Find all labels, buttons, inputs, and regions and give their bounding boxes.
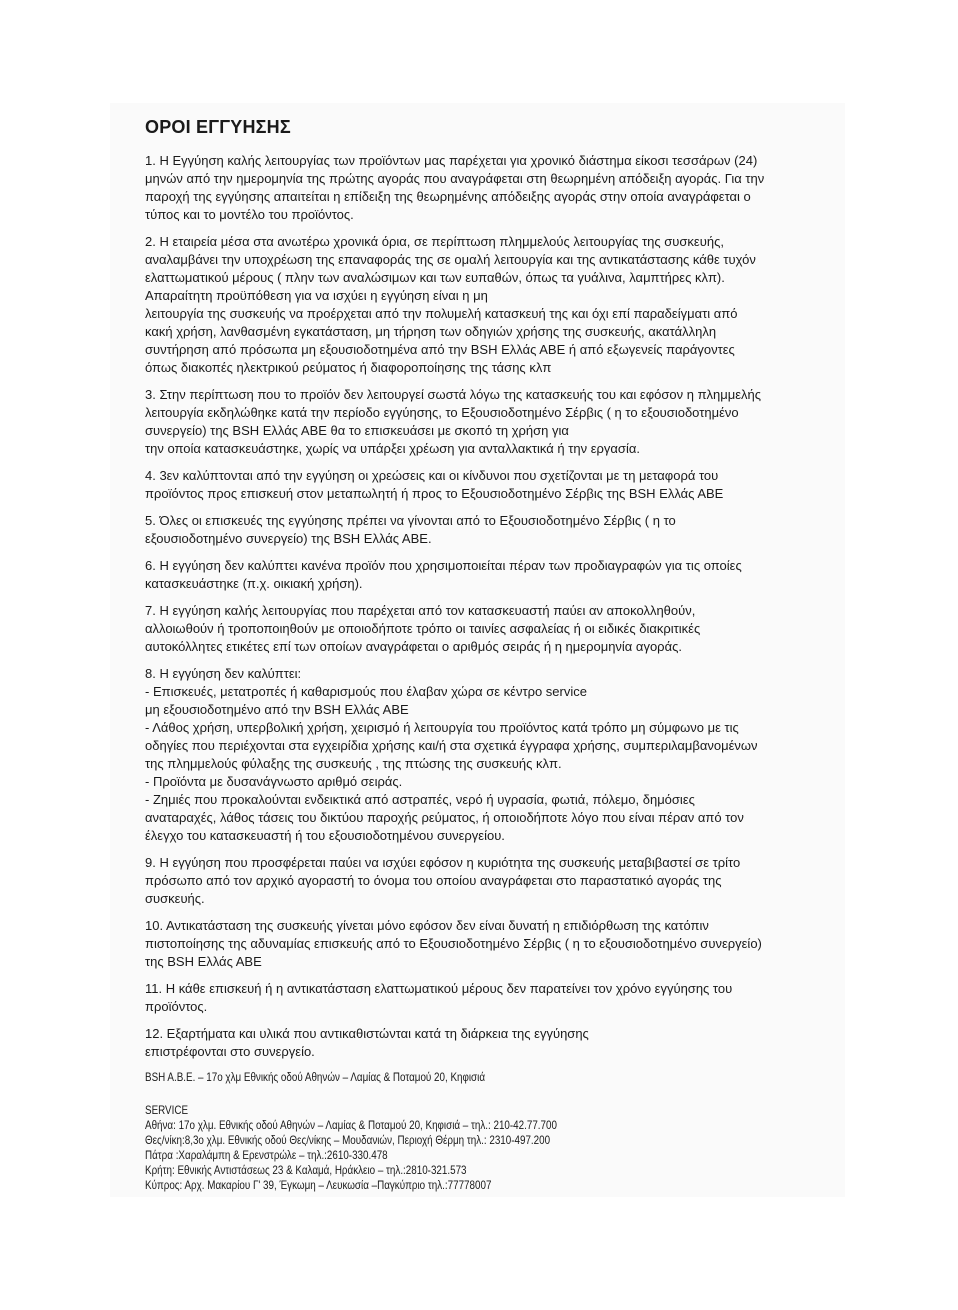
text-line: όπως διακοπές ηλεκτρικού ρεύματος ή διαφοροποίησης της τάσης κλπ: [145, 360, 552, 375]
paragraph: [145, 980, 827, 1016]
paragraph: [145, 233, 827, 377]
page-title: ΟΡΟΙ ΕΓΓΥΗΣΗΣ: [145, 117, 291, 137]
text-line: μηνών από την ημερομηνία της πρώτης αγοράς που αναγράφεται στη θεωρημένη απόδειξη αγοράς. Για την: [145, 171, 765, 186]
text-line: αναλαμβάνει την υποχρέωση της επαναφοράς της σε ομαλή λειτουργία και της αντικατάστασης κάθε τυχόν: [145, 252, 756, 267]
paragraphs-container: [145, 152, 827, 1061]
text-line: 12. Εξαρτήματα και υλικά που αντικαθιστώνται κατά τη διάρκεια της εγγύησης: [145, 1026, 589, 1041]
text-line: πρόσωπο από τον αρχικό αγοραστή το όνομα του οποίου αναγράφεται στο παραστατικό αγοράς της: [145, 873, 722, 888]
company-address-line: BSH A.B.E. – 17ο χλμ Εθνικής οδού Αθηνών – Λαμίας & Ποταμού 20, Κηφισιά: [145, 1070, 486, 1084]
warranty-terms-page: [110, 103, 845, 1197]
text-line: της BSH Ελλάς ΑΒΕ: [145, 954, 262, 969]
text-line: 9. Η εγγύηση που προσφέρεται παύει να ισχύει εφόσον η κυριότητα της συσκευής μεταβιβαστεί σε τρίτο: [145, 855, 741, 870]
text-line: εξουσιοδοτημένο συνεργείο) της BSH Ελλάς ΑΒΕ.: [145, 531, 432, 546]
text-line: προϊόντος.: [145, 999, 208, 1014]
paragraph: [145, 665, 827, 845]
text-line: την οποία κατασκευάστηκε, χωρίς να υπάρξει χρέωση για ανταλλακτικά ή την εργασία.: [145, 441, 640, 456]
text-line: 4. 3εν καλύπτονται από την εγγύηση οι χρεώσεις και οι κίνδυνοι που σχετίζονται με τη μεταφορά του: [145, 468, 719, 483]
text-line: 1. Η Εγγύηση καλής λειτουργίας των προϊόντων μας παρέχεται για χρονικό διάστημα είκοσι τεσσάρων (24): [145, 153, 758, 168]
paragraph: [145, 512, 827, 548]
text-line: 8. Η εγγύηση δεν καλύπτει:: [145, 666, 302, 681]
text-line: κακή χρήση, λανθασμένη εγκατάσταση, μη τήρηση των οδηγιών χρήσης της συσκευής, ακατάλληλη: [145, 324, 717, 339]
paragraph: [145, 557, 827, 593]
text-line: μη εξουσιοδοτημένο από την BSH Ελλάς ΑΒΕ: [145, 702, 409, 717]
text-line: συντήρηση από πρόσωπα μη εξουσιοδοτημένα από την BSH Ελλάς ΑΒΕ ή από εξωγενείς παράγοντες: [145, 342, 735, 357]
text-line: - Ζημιές που προκαλούνται ενδεικτικά από αστραπές, νερό ή υγρασία, φωτιά, πόλεμο, δημόσιες: [145, 792, 695, 807]
paragraph: [145, 1025, 827, 1061]
text-line: της πλημμελούς φύλαξης της συσκευής , της πτώσης της συσκευής κλπ.: [145, 756, 562, 771]
text-line: αυτοκόλλητες ετικέτες επί των οποίων αναγράφεται ο αριθμός σειράς ή η ημερομηνία αγοράς.: [145, 639, 682, 654]
footer-block: [145, 1070, 704, 1193]
service-heading: SERVICE: [145, 1103, 189, 1117]
text-line: προϊόντος προς επισκευή στον μεταπωλητή ή προς το Εξουσιοδοτημένο Σέρβις της BSH Ελλάς ΑΒΕ: [145, 486, 724, 501]
text-line: κατασκευάστηκε (π.χ. οικιακή χρήση).: [145, 576, 363, 591]
text-line: παροχή της εγγύησης απαιτείται η επίδειξη της θεωρημένης απόδειξης αγοράς στην οποία αναγράφεται ο: [145, 189, 751, 204]
paragraph: [145, 386, 827, 458]
text-line: αλλοιωθούν ή τροποποιηθούν με οποιοδήποτε τρόπο οι ταινίες ασφαλείας ή οι ειδικές διακριτικές: [145, 621, 701, 636]
service-location-line: Κρήτη: Εθνικής Αντιστάσεως 23 & Καλαμά, Ηράκλειο – τηλ.:2810-321.573: [145, 1163, 467, 1177]
paragraph: [145, 602, 827, 656]
service-section: [145, 1103, 704, 1193]
text-line: πιστοποίησης της αδυναμίας επισκευής από το Εξουσιοδοτημένο Σέρβις ( η το εξουσιοδοτημένο συνεργείο): [145, 936, 762, 951]
text-line: αναταραχές, λάθος τάσεις του δικτύου παροχής ρεύματος, ή οποιοδήποτε λόγο που είναι πέραν από τον: [145, 810, 744, 825]
text-line: 6. Η εγγύηση δεν καλύπτει κανένα προϊόν που χρησιμοποιείται πέραν των προδιαγραφών για τις οποίες: [145, 558, 742, 573]
paragraph: [145, 854, 827, 908]
paragraph: [145, 917, 827, 971]
text-line: συσκευής.: [145, 891, 205, 906]
text-line: 11. Η κάθε επισκευή ή η αντικατάσταση ελαττωματικού μέρους δεν παρατείνει τον χρόνο εγγύησης του: [145, 981, 733, 996]
text-line: 2. Η εταιρεία μέσα στα ανωτέρω χρονικά όρια, σε περίπτωση πλημμελούς λειτουργίας της συσκευής,: [145, 234, 724, 249]
text-line: 3. Στην περίπτωση που το προϊόν δεν λειτουργεί σωστά λόγω της κατασκευής του και εφόσον η πλημμελής: [145, 387, 762, 402]
paragraph: [145, 467, 827, 503]
text-line: λειτουργία εκδηλώθηκε κατά την περίοδο εγγύησης, το Εξουσιοδοτημένο Σέρβις ( η το εξουσιοδοτημένο: [145, 405, 739, 420]
text-line: - Επισκευές, μετατροπές ή καθαρισμούς που έλαβαν χώρα σε κέντρο service: [145, 684, 587, 699]
text-line: λειτουργία της συσκευής να προέρχεται από την πολυμελή κατασκευή της και όχι επί παραδείγματι από: [145, 306, 738, 321]
service-location-line: Πάτρα :Χαραλάμπη & Ερενστρώλε – τηλ.:2610-330.478: [145, 1148, 388, 1162]
text-line: έλεγχο του κατασκευαστή ή του εξουσιοδοτημένου συνεργείου.: [145, 828, 505, 843]
text-line: - Προϊόντα με δυσανάγνωστο αριθμό σειράς.: [145, 774, 403, 789]
paragraph: [145, 152, 827, 224]
text-line: 10. Αντικατάσταση της συσκευής γίνεται μόνο εφόσον δεν είναι δυνατή η επιδιόρθωση της κατόπιν: [145, 918, 709, 933]
text-line: ελαττωματικού μέρους ( πλην των αναλώσιμων και των ευπαθών, όπως τα γυάλινα, λαμπτήρες κλπ).: [145, 270, 725, 285]
service-location-line: Αθήνα: 17ο χλμ. Εθνικής οδού Αθηνών – Λαμίας & Ποταμού 20, Κηφισιά – τηλ.: 210-42.77.700: [145, 1118, 557, 1132]
text-line: τύπος και το μοντέλο του προϊόντος.: [145, 207, 354, 222]
text-line: επιστρέφονται στο συνεργείο.: [145, 1044, 315, 1059]
text-line: - Λάθος χρήση, υπερβολική χρήση, χειρισμό ή λειτουργία του προϊόντος κατά τρόπο μη σύμφωνο με τις: [145, 720, 739, 735]
text-line: Απαραίτητη προϋπόθεση για να ισχύει η εγγύηση είναι η μη: [145, 288, 488, 303]
text-line: 7. Η εγγύηση καλής λειτουργίας που παρέχεται από τον κατασκευαστή παύει αν αποκολληθούν,: [145, 603, 696, 618]
text-line: 5. Όλες οι επισκευές της εγγύησης πρέπει να γίνονται από το Εξουσιοδοτημένο Σέρβις ( η το: [145, 513, 676, 528]
service-lines: [145, 1118, 704, 1193]
text-line: οδηγίες που περιέχονται στα εγχειρίδια χρήσης και/ή στα σχετικά έγγραφα χρήσης, συμπεριλαμβανομένων: [145, 738, 758, 753]
service-location-line: Θες/νίκη:8,3ο χλμ. Εθνικής οδού Θες/νίκης – Μουδανιών, Περιοχή Θέρμη τηλ.: 2310-497.200: [145, 1133, 551, 1147]
service-location-line: Κύπρος: Αρχ. Μακαρίου Γ' 39, Έγκωμη – Λευκωσία –Παγκύπριο τηλ.:77778007: [145, 1178, 492, 1192]
text-line: συνεργείο) της BSH Ελλάς ΑΒΕ θα το επισκευάσει με σκοπό τη χρήση για: [145, 423, 569, 438]
